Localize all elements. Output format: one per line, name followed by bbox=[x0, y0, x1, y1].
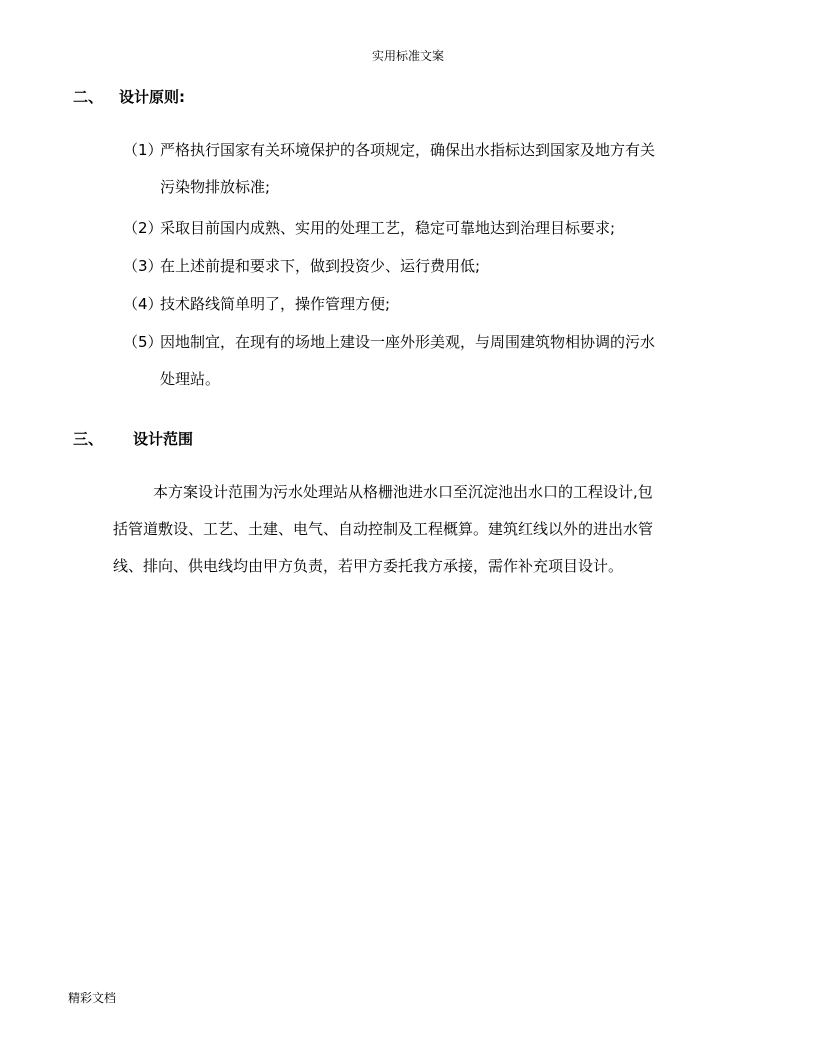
list-item bbox=[123, 248, 753, 285]
list-item-text: 技术路线简单明了，操作管理方便; bbox=[160, 295, 391, 313]
page-footer: 精彩文档 bbox=[68, 991, 117, 1005]
paragraph-line: 本方案设计范围为污水处理站从格栅池进水口至沉淀池出水口的工程设计,包 bbox=[153, 483, 653, 501]
section-number: 三、 bbox=[73, 430, 104, 448]
list-item-text: 严格执行国家有关环境保护的各项规定，确保出水指标达到国家及地方有关 bbox=[160, 141, 656, 159]
list-item-number: （5） bbox=[123, 333, 163, 351]
section-heading-design-scope bbox=[73, 429, 193, 449]
paragraph-line: 线、排向、供电线均由甲方负责，若甲方委托我方承接，需作补充项目设计。 bbox=[113, 557, 624, 575]
list-item-text-continued: 处理站。 bbox=[160, 370, 221, 388]
list-item bbox=[123, 286, 753, 323]
paragraph-line: 括管道敷设、工艺、土建、电气、自动控制及工程概算。建筑红线以外的进出水管 bbox=[113, 520, 654, 538]
list-item-number: （1） bbox=[123, 141, 163, 159]
list-item bbox=[123, 210, 753, 247]
section-title: 设计原则: bbox=[119, 88, 186, 106]
list-item-number: （2） bbox=[123, 219, 163, 237]
scope-paragraph bbox=[113, 474, 763, 585]
page-header: 实用标准文案 bbox=[371, 49, 444, 63]
list-item-number: （4） bbox=[123, 295, 163, 313]
list-item-text: 采取目前国内成熟、实用的处理工艺，稳定可靠地达到治理目标要求; bbox=[160, 219, 616, 237]
list-item bbox=[123, 324, 753, 398]
section-number: 二、 bbox=[73, 88, 104, 106]
section-heading-design-principles bbox=[73, 87, 185, 107]
list-item-text: 因地制宜，在现有的场地上建设一座外形美观，与周围建筑物相协调的污水 bbox=[160, 333, 656, 351]
list-item-text-continued: 污染物排放标准; bbox=[160, 178, 271, 196]
list-item-number: （3） bbox=[123, 257, 163, 275]
list-item bbox=[123, 132, 753, 206]
list-item-text: 在上述前提和要求下，做到投资少、运行费用低; bbox=[160, 257, 481, 275]
section-title: 设计范围 bbox=[133, 430, 194, 448]
